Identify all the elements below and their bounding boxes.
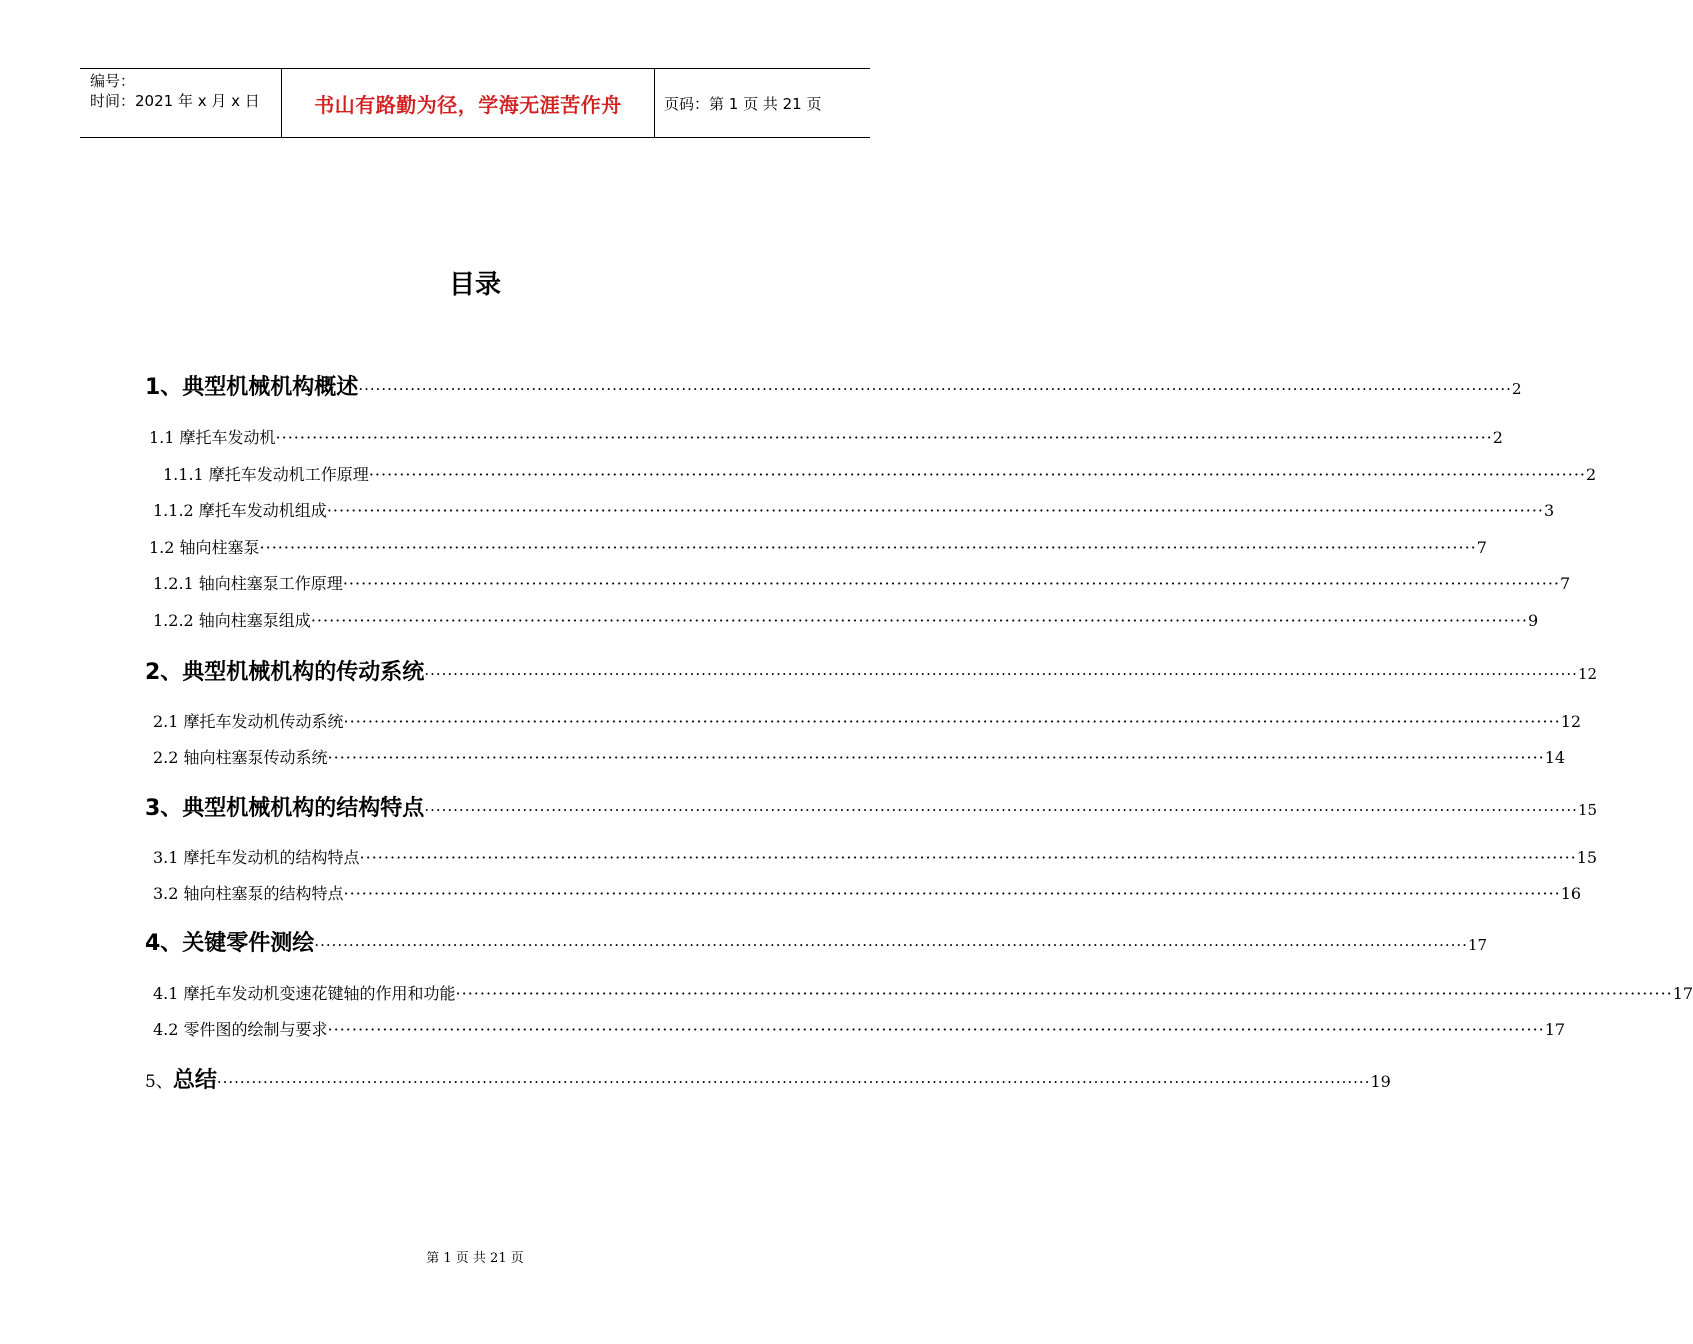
- toc-entry-1-2-1: [153, 571, 1571, 594]
- toc-entry-label: 3.1 摩托车发动机的结构特点: [153, 848, 360, 867]
- header-right-cell: [655, 69, 870, 137]
- toc-dot-leader: ········································································································································································································: [368, 465, 1586, 484]
- toc-entry-2: [145, 655, 1598, 686]
- toc-entry-label: 1.2 轴向柱塞泵: [149, 538, 260, 557]
- toc-entry-label: 4.2 零件图的绘制与要求: [153, 1020, 328, 1039]
- toc-entry-label: 3.2 轴向柱塞泵的结构特点: [153, 884, 344, 903]
- toc-entry-page: 2: [1492, 428, 1503, 447]
- toc-entry-page: 17: [1672, 984, 1693, 1003]
- toc-entry-label: 2.2 轴向柱塞泵传动系统: [153, 748, 328, 767]
- toc-dot-leader: ········································································································································································································: [327, 1020, 1545, 1039]
- toc-entry-4: [145, 926, 1488, 957]
- header-page-info: 页码：第 1 页 共 21 页: [664, 94, 822, 113]
- toc-entry-text: 总结: [172, 1068, 217, 1093]
- toc-dot-leader: ········································································································································································································: [343, 712, 1561, 731]
- toc-entry-label: 3、典型机械机构的结构特点: [145, 796, 425, 821]
- document-time-label: 时间：2021 年 x 月 x 日: [90, 92, 260, 110]
- toc-entry-label: 2.1 摩托车发动机传动系统: [153, 712, 344, 731]
- toc-entry-page: 9: [1528, 611, 1539, 630]
- toc-entry-page: 17: [1467, 936, 1488, 954]
- toc-entry-1-2-2: [153, 608, 1539, 631]
- toc-entry-label: [145, 1063, 217, 1094]
- toc-dot-leader: ········································································································································································································: [275, 428, 1493, 447]
- toc-entry-4-2: [153, 1017, 1566, 1040]
- toc-entry-page: 14: [1544, 748, 1566, 767]
- toc-entry-1-1-1: [163, 462, 1597, 485]
- toc-entry-2-2: [153, 745, 1566, 768]
- toc-entry-page: 12: [1560, 712, 1582, 731]
- toc-dot-leader: ········································································································································································································: [358, 380, 1512, 398]
- toc-entry-page: 2: [1511, 380, 1522, 398]
- toc-dot-leader: ········································································································································································································: [314, 936, 1468, 954]
- toc-entry-3-2: [153, 881, 1582, 904]
- toc-dot-leader: ········································································································································································································: [259, 538, 1477, 557]
- toc-entry-number: 5、: [145, 1072, 173, 1092]
- toc-entry-label: 4、关键零件测绘: [145, 931, 315, 956]
- toc-dot-leader: ········································································································································································································: [326, 501, 1544, 520]
- toc-entry-1-1-2: [153, 498, 1555, 521]
- toc-dot-leader: ········································································································································································································: [342, 574, 1560, 593]
- toc-entry-page: 7: [1560, 574, 1571, 593]
- toc-entry-3: [145, 791, 1598, 822]
- toc-dot-leader: ········································································································································································································: [424, 801, 1578, 819]
- toc-dot-leader: ········································································································································································································: [359, 848, 1577, 867]
- toc-entry-label: 2、典型机械机构的传动系统: [145, 660, 425, 685]
- document-number-label: 编号：: [90, 72, 136, 90]
- toc-entry-label: 1、典型机械机构概述: [145, 375, 359, 400]
- toc-entry-label: 1.2.1 轴向柱塞泵工作原理: [153, 574, 343, 593]
- toc-dot-leader: ········································································································································································································: [310, 611, 1528, 630]
- toc-entry-page: 17: [1544, 1020, 1566, 1039]
- toc-entry-3-1: [153, 845, 1598, 868]
- header-table: [80, 68, 870, 138]
- toc-dot-leader: ········································································································································································································: [455, 984, 1673, 1003]
- toc-entry-page: 15: [1576, 848, 1598, 867]
- toc-entry-page: 2: [1586, 465, 1597, 484]
- toc-dot-leader: ········································································································································································································: [216, 1073, 1371, 1091]
- header-motto: 书山有路勤为径，学海无涯苦作舟: [314, 92, 622, 117]
- toc-entry-label: 1.1.2 摩托车发动机组成: [153, 501, 327, 520]
- toc-entry-label: 1.1 摩托车发动机: [149, 428, 276, 447]
- toc-dot-leader: ········································································································································································································: [327, 748, 1545, 767]
- toc-entry-1: [145, 370, 1522, 401]
- page-footer: 第 1 页 共 21 页: [426, 1251, 524, 1266]
- page-title: 目录: [448, 270, 501, 300]
- toc-entry-1-2: [149, 535, 1487, 558]
- header-center-cell: [281, 69, 655, 137]
- toc-entry-1-1: [149, 425, 1503, 448]
- toc-entry-5: [145, 1063, 1391, 1094]
- toc-entry-page: 7: [1476, 538, 1487, 557]
- header-left-cell: [80, 69, 280, 137]
- toc-entry-label: 1.1.1 摩托车发动机工作原理: [163, 465, 369, 484]
- toc-entry-page: 12: [1577, 665, 1598, 683]
- toc-entry-4-1: [153, 981, 1693, 1004]
- toc-entry-2-1: [153, 709, 1582, 732]
- toc-entry-label: 4.1 摩托车发动机变速花键轴的作用和功能: [153, 984, 456, 1003]
- toc-entry-page: 16: [1560, 884, 1582, 903]
- toc-entry-page: 15: [1577, 801, 1598, 819]
- toc-entry-page: 3: [1544, 501, 1555, 520]
- toc-entry-page: 19: [1370, 1072, 1391, 1091]
- toc-dot-leader: ········································································································································································································: [424, 665, 1578, 683]
- toc-dot-leader: ········································································································································································································: [343, 884, 1561, 903]
- toc-entry-label: 1.2.2 轴向柱塞泵组成: [153, 611, 311, 630]
